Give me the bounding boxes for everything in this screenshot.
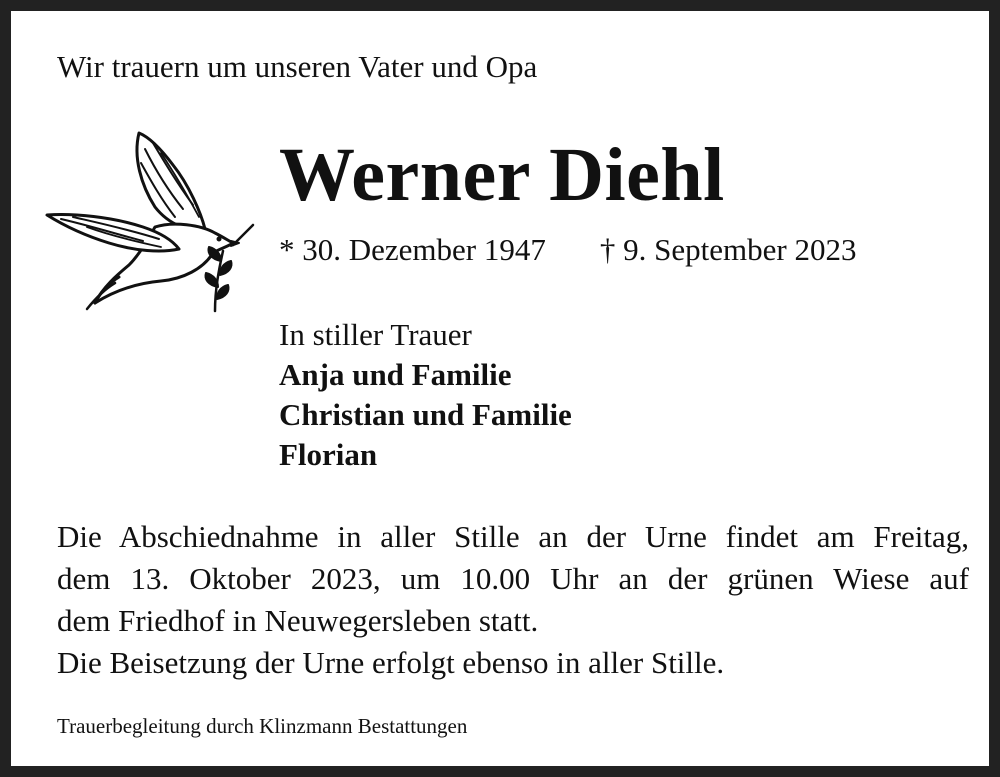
funeral-notice [57,516,969,684]
mourner-name: Anja und Familie [279,357,512,392]
dove-with-olive-branch-icon [43,129,255,317]
notice-line: Die Abschiednahme in aller Stille an der Urne findet am Freitag, [57,519,969,554]
mourners-block [279,315,572,475]
birth-date: * 30. Dezember 1947 [279,232,546,267]
mourner-name: Florian [279,437,378,472]
funeral-home-credit: Trauerbegleitung durch Klinzmann Bestattungen [57,714,468,738]
notice-line: dem Friedhof in Neuwegersleben statt. [57,603,539,638]
death-date: † 9. September 2023 [599,232,857,267]
life-dates [279,232,856,268]
deceased-name: Werner Diehl [279,133,725,217]
mourner-name: Christian und Familie [279,397,572,432]
mourners-intro: In stiller Trauer [279,317,472,352]
notice-line: Die Beisetzung der Urne erfolgt ebenso in aller Stille. [57,645,725,680]
notice-line: dem 13. Oktober 2023, um 10.00 Uhr an der grünen Wiese auf [57,561,969,596]
intro-line: Wir trauern um unseren Vater und Opa [57,49,538,84]
